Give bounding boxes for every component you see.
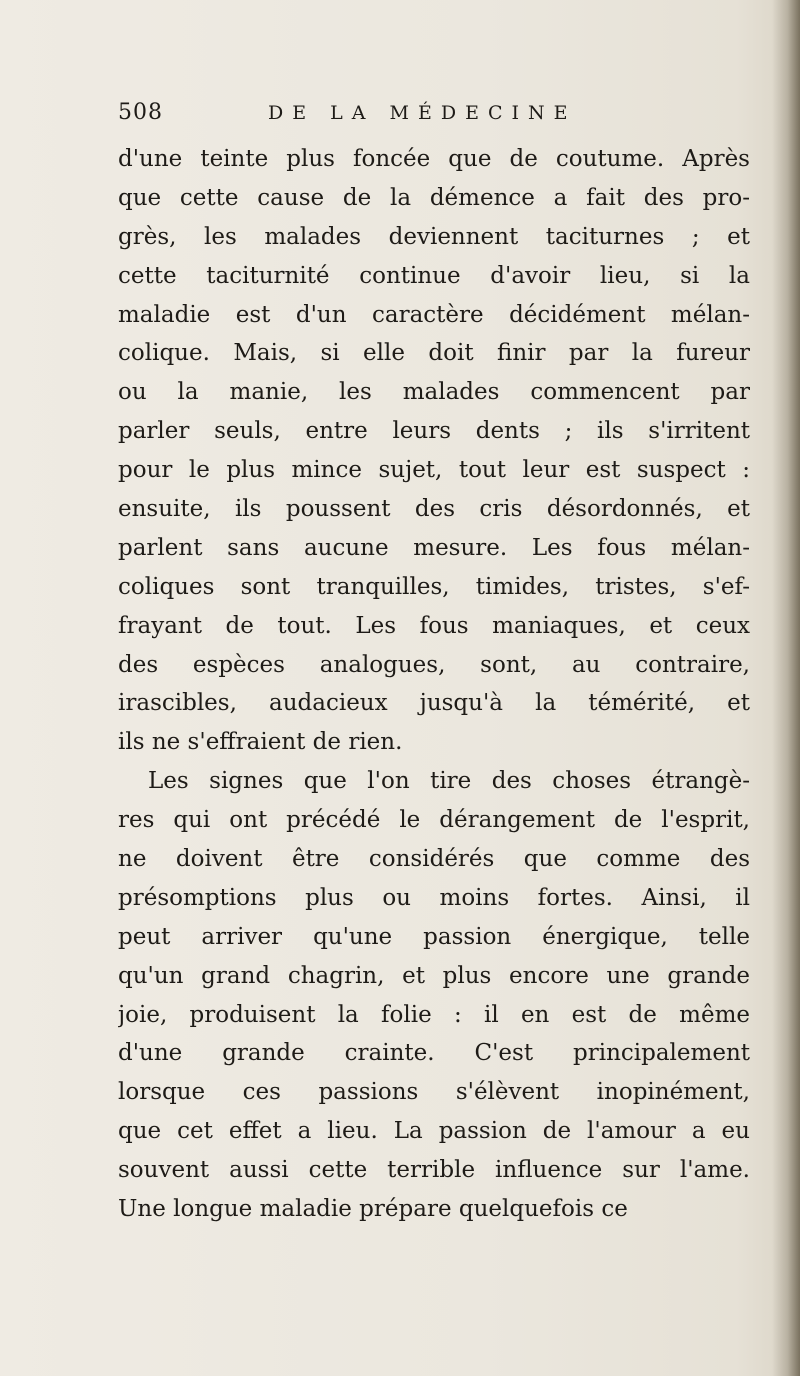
text-line: peut arriver qu'une passion énergique, telle — [118, 923, 750, 950]
page-number: 508 — [118, 100, 163, 125]
text-line: colique. Mais, si elle doit finir par la fureur — [118, 340, 750, 367]
text-line: pour le plus mince sujet, tout leur est suspect : — [118, 457, 750, 484]
body-text — [118, 140, 750, 1229]
running-title: DE LA MÉDECINE — [268, 102, 577, 124]
text-line: qu'un grand chagrin, et plus encore une grande — [118, 962, 750, 989]
text-line: joie, produisent la folie : il en est de même — [118, 1001, 750, 1028]
text-line: ou la manie, les malades commencent par — [118, 379, 750, 406]
text-line: présomptions plus ou moins fortes. Ainsi, il — [118, 884, 750, 911]
text-line: irascibles, audacieux jusqu'à la témérité, et — [118, 690, 750, 717]
text-line: parlent sans aucune mesure. Les fous mélan- — [118, 534, 750, 561]
page-header — [118, 100, 638, 130]
text-line: cette taciturnité continue d'avoir lieu, si la — [118, 262, 750, 289]
text-line: frayant de tout. Les fous maniaques, et ceux — [118, 612, 750, 639]
text-line: que cette cause de la démence a fait des pro- — [118, 184, 750, 211]
paragraph-start-line: Les signes que l'on tire des choses étrangè- — [148, 768, 750, 795]
text-line: ensuite, ils poussent des cris désordonnés, et — [118, 496, 750, 523]
text-line: lorsque ces passions s'élèvent inopinément, — [118, 1079, 750, 1106]
text-line: res qui ont précédé le dérangement de l'esprit, — [118, 807, 750, 834]
text-line: parler seuls, entre leurs dents ; ils s'irritent — [118, 418, 750, 445]
text-line: que cet effet a lieu. La passion de l'amour a eu — [118, 1118, 750, 1145]
text-line: coliques sont tranquilles, timides, tristes, s'ef- — [118, 573, 750, 600]
text-line: des espèces analogues, sont, au contraire, — [118, 651, 750, 678]
text-line: d'une grande crainte. C'est principalement — [118, 1040, 750, 1067]
text-line: maladie est d'un caractère décidément mélan- — [118, 301, 750, 328]
text-line: d'une teinte plus foncée que de coutume. Après — [118, 146, 750, 172]
text-line: Une longue maladie prépare quelquefois ce — [118, 1196, 628, 1223]
page-edge-shadow — [772, 0, 800, 1376]
text-line: grès, les malades deviennent taciturnes ; et — [118, 223, 750, 250]
paragraph-end-line: ils ne s'effraient de rien. — [118, 729, 403, 756]
text-line: souvent aussi cette terrible influence sur l'ame. — [118, 1157, 750, 1184]
text-line: ne doivent être considérés que comme des — [118, 846, 750, 873]
